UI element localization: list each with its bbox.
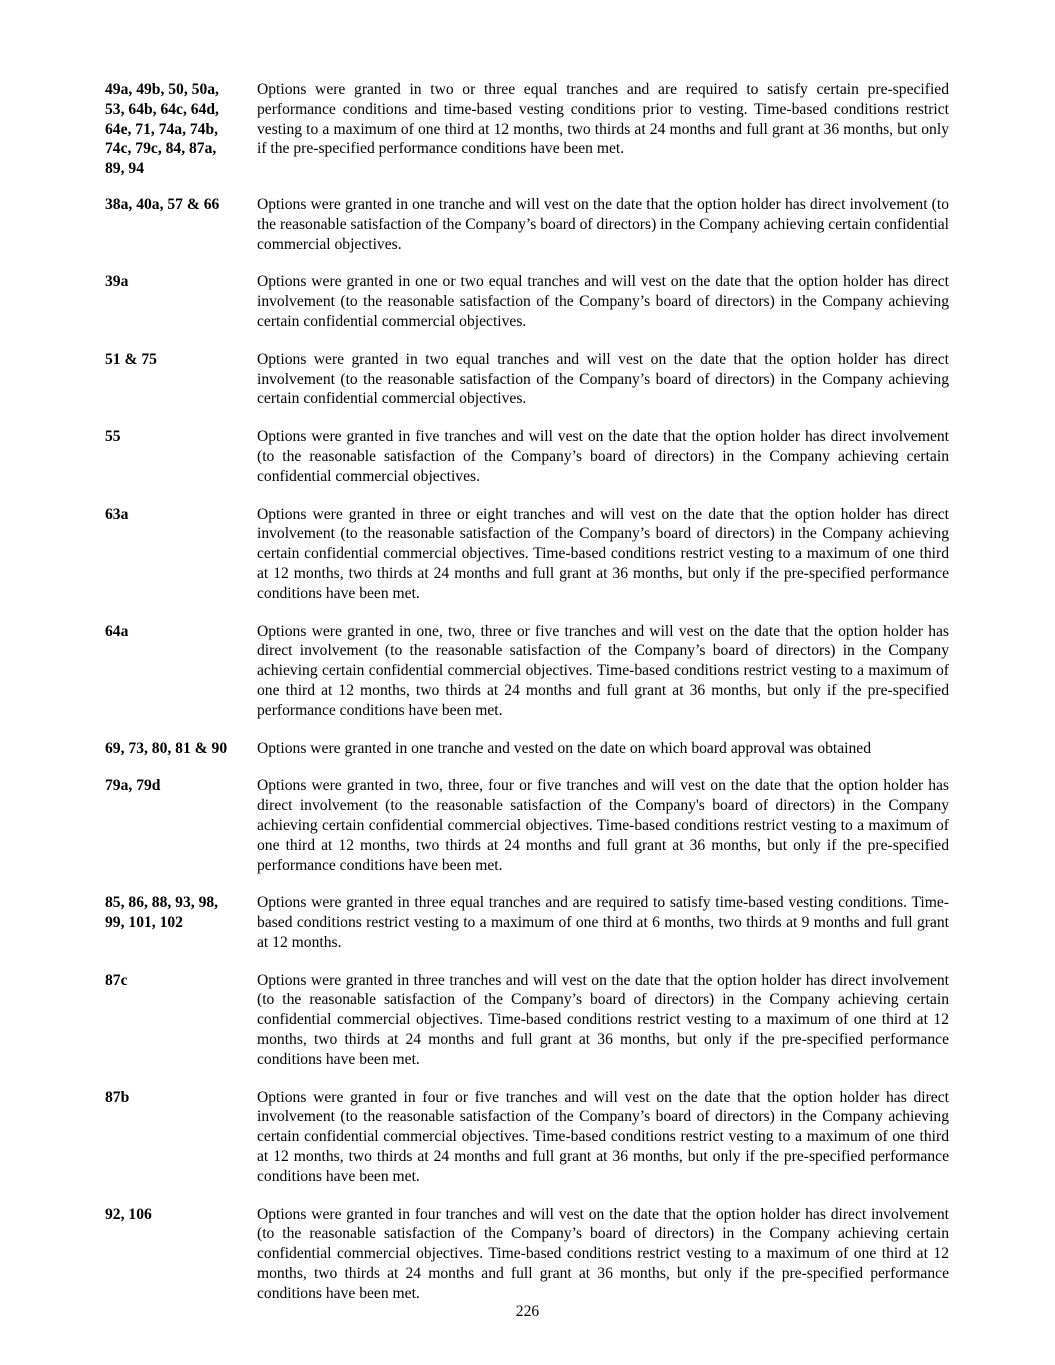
vesting-description: Options were granted in three tranches and will vest on the date that the option holder has direct involvement (to the reasonable satisfaction of the Company’s board of directors) in the Company achieving certain confidential commercial objectives. Time-based conditions restrict vesting to a maximum of one third at 12 months, two thirds at 24 months and full grant at 36 months, but only if the pre-specified performance conditions have been met. xyxy=(257,971,949,1068)
vesting-description: Options were granted in two, three, four or five tranches and will vest on the date that the option holder has direct involvement (to the reasonable satisfaction of the Company's board of directors) in the Company achieving certain confidential commercial objectives. Time-based conditions restrict vesting to a maximum of one third at 12 months, two thirds at 24 months and full grant at 36 months, but only if the pre-specified performance conditions have been met. xyxy=(257,777,949,874)
vesting-description: Options were granted in three equal tranches and are required to satisfy time-based vesting conditions. Time-based conditions restrict vesting to a maximum of one third at 6 months, two thirds at 9 months and full grant at 12 months. xyxy=(257,894,949,951)
vesting-row xyxy=(105,427,949,486)
vesting-row xyxy=(105,505,949,604)
vesting-row xyxy=(105,776,949,875)
option-reference: 79a, 79d xyxy=(105,777,161,795)
vesting-row xyxy=(105,739,949,759)
vesting-description: Options were granted in one, two, three or five tranches and will vest on the date that the option holder has direct involvement (to the reasonable satisfaction of the Company’s board of directors) in the Company achieving certain confidential commercial objectives. Time-based conditions restrict vesting to a maximum of one third at 12 months, two thirds at 24 months and full grant at 36 months, but only if the pre-specified performance conditions have been met. xyxy=(257,622,949,719)
option-reference: 69, 73, 80, 81 & 90 xyxy=(105,739,228,757)
option-reference: 64a xyxy=(105,622,129,640)
vesting-description: Options were granted in two equal tranches and will vest on the date that the option holder has direct involvement (to the reasonable satisfaction of the Company’s board of directors) in the Company achieving certain confidential commercial objectives. xyxy=(257,350,949,408)
vesting-row xyxy=(105,195,949,254)
option-reference: 85, 86, 88, 93, 98, 99, 101, 102 xyxy=(105,894,219,932)
option-reference: 63a xyxy=(105,505,129,523)
option-reference: 87b xyxy=(105,1088,130,1106)
vesting-row xyxy=(105,350,949,409)
vesting-description: Options were granted in four tranches and will vest on the date that the option holder has direct involvement (to the reasonable satisfaction of the Company’s board of directors) in the Company achieving certain confidential commercial objectives. Time-based conditions restrict vesting to a maximum of one third at 12 months, two thirds at 24 months and full grant at 36 months, but only if the pre-specified performance conditions have been met. xyxy=(257,1205,949,1302)
option-reference: 92, 106 xyxy=(105,1205,152,1223)
option-reference: 55 xyxy=(105,428,121,446)
vesting-row xyxy=(105,622,949,721)
vesting-conditions-list xyxy=(105,80,949,1322)
vesting-row xyxy=(105,893,949,952)
vesting-description: Options were granted in one tranche and will vest on the date that the option holder has direct involvement (to the reasonable satisfaction of the Company’s board of directors) in the Company achieving certain confidential commercial objectives. xyxy=(257,195,949,253)
vesting-row xyxy=(105,971,949,1070)
option-reference: 39a xyxy=(105,273,129,291)
option-reference: 87c xyxy=(105,971,128,989)
vesting-description: Options were granted in three or eight tranches and will vest on the date that the option holder has direct involvement (to the reasonable satisfaction of the Company’s board of directors) in the Company achieving certain confidential commercial objectives. Time-based conditions restrict vesting to a maximum of one third at 12 months, two thirds at 24 months and full grant at 36 months, but only if the pre-specified performance conditions have been met. xyxy=(257,505,949,602)
vesting-row xyxy=(105,80,949,179)
vesting-description: Options were granted in one tranche and vested on the date on which board approval was obtained xyxy=(257,739,872,757)
option-reference: 38a, 40a, 57 & 66 xyxy=(105,195,220,213)
option-reference: 49a, 49b, 50, 50a, 53, 64b, 64c, 64d, 64e, 71, 74a, 74b, 74c, 79c, 84, 87a, 89, 94 xyxy=(105,81,219,178)
vesting-description: Options were granted in five tranches and will vest on the date that the option holder has direct involvement (to the reasonable satisfaction of the Company’s board of directors) in the Company achieving certain confidential commercial objectives. xyxy=(257,428,949,485)
vesting-row xyxy=(105,272,949,331)
vesting-row xyxy=(105,1205,949,1304)
page-number: 226 xyxy=(515,1303,540,1320)
vesting-row xyxy=(105,1088,949,1187)
vesting-description: Options were granted in one or two equal tranches and will vest on the date that the option holder has direct involvement (to the reasonable satisfaction of the Company’s board of directors) in the Company achieving certain confidential commercial objectives. xyxy=(257,273,949,330)
vesting-description: Options were granted in four or five tranches and will vest on the date that the option holder has direct involvement (to the reasonable satisfaction of the Company’s board of directors) in the Company achieving certain confidential commercial objectives. Time-based conditions restrict vesting to a maximum of one third at 12 months, two thirds at 24 months and full grant at 36 months, but only if the pre-specified performance conditions have been met. xyxy=(257,1088,949,1185)
option-reference: 51 & 75 xyxy=(105,350,157,368)
vesting-description: Options were granted in two or three equal tranches and are required to satisfy certain pre-specified performance conditions and time-based vesting conditions prior to vesting. Time-based conditions restrict vesting to a maximum of one third at 12 months, two thirds at 24 months and full grant at 36 months, but only if the pre-specified performance conditions have been met. xyxy=(257,81,949,158)
